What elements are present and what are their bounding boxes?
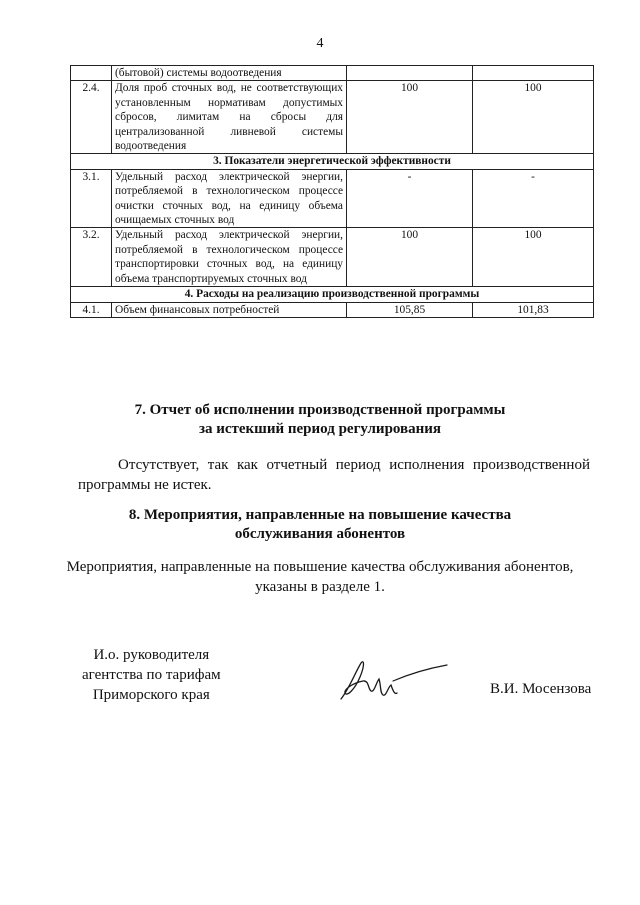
indicator-name: (бытовой) системы водоотведения	[112, 66, 347, 81]
section8-heading-line1: 8. Мероприятия, направленные на повышение качества	[128, 507, 512, 523]
section8-heading-line2: обслуживания абонентов	[234, 526, 406, 542]
value-plan: 100	[347, 81, 473, 154]
indicator-name: Удельный расход электрической энергии, потребляемой в технологическом процессе очистки сточных вод, на единицу объема очищаемых сточных вод	[112, 169, 347, 228]
table-row	[71, 169, 594, 228]
table-row	[71, 228, 594, 287]
section-title: 4. Расходы на реализацию производственной программы	[71, 287, 594, 302]
row-number	[71, 66, 112, 81]
section8-text-line2: указаны в разделе 1.	[255, 579, 385, 595]
indicators-table	[70, 65, 594, 318]
section7-heading-line1: 7. Отчет об исполнении производственной программы	[134, 402, 506, 418]
indicators-table-body	[71, 66, 594, 318]
table-row	[71, 66, 594, 81]
signatory-position-line1: И.о. руководителя	[93, 647, 210, 663]
signatory-position-line3: Приморского края	[92, 687, 210, 703]
row-number: 4.1.	[71, 302, 112, 317]
section7-heading-line2: за истекший период регулирования	[198, 421, 442, 437]
value-fact: 101,83	[473, 302, 594, 317]
indicator-name: Удельный расход электрической энергии, потребляемой в технологическом процессе транспортировки сточных вод, на единицу объема транспортируемых сточных вод	[112, 228, 347, 287]
indicator-name: Объем финансовых потребностей	[112, 302, 347, 317]
section8-text-line1: Мероприятия, направленные на повышение качества обслуживания абонентов,	[66, 559, 574, 575]
value-plan	[347, 66, 473, 81]
signatory-position-line2: агентства по тарифам	[82, 667, 221, 683]
handwritten-signature	[335, 655, 450, 705]
value-plan: -	[347, 169, 473, 228]
row-number: 3.1.	[71, 169, 112, 228]
table-row	[71, 302, 594, 317]
section-title: 3. Показатели энергетической эффективности	[71, 154, 594, 169]
table-section-row	[71, 287, 594, 302]
section8-heading	[0, 506, 640, 544]
indicator-name: Доля проб сточных вод, не соответствующих установленным нормативам допустимых сбросов, лимитам на сбросы для централизованной ливневой системы водоотведения	[112, 81, 347, 154]
value-plan: 100	[347, 228, 473, 287]
section7-heading	[0, 401, 640, 439]
value-fact: 100	[473, 228, 594, 287]
section7-text: Отсутствует, так как отчетный период исполнения производственной программы не истек.	[78, 457, 590, 493]
page-number: 4	[316, 36, 324, 51]
value-fact	[473, 66, 594, 81]
value-fact: 100	[473, 81, 594, 154]
signatory-position	[82, 645, 221, 705]
row-number: 3.2.	[71, 228, 112, 287]
signatory-name: В.И. Мосензова	[490, 681, 592, 697]
section8-text	[0, 557, 640, 597]
value-fact: -	[473, 169, 594, 228]
table-section-row	[71, 154, 594, 169]
value-plan: 105,85	[347, 302, 473, 317]
table-row	[71, 81, 594, 154]
row-number: 2.4.	[71, 81, 112, 154]
